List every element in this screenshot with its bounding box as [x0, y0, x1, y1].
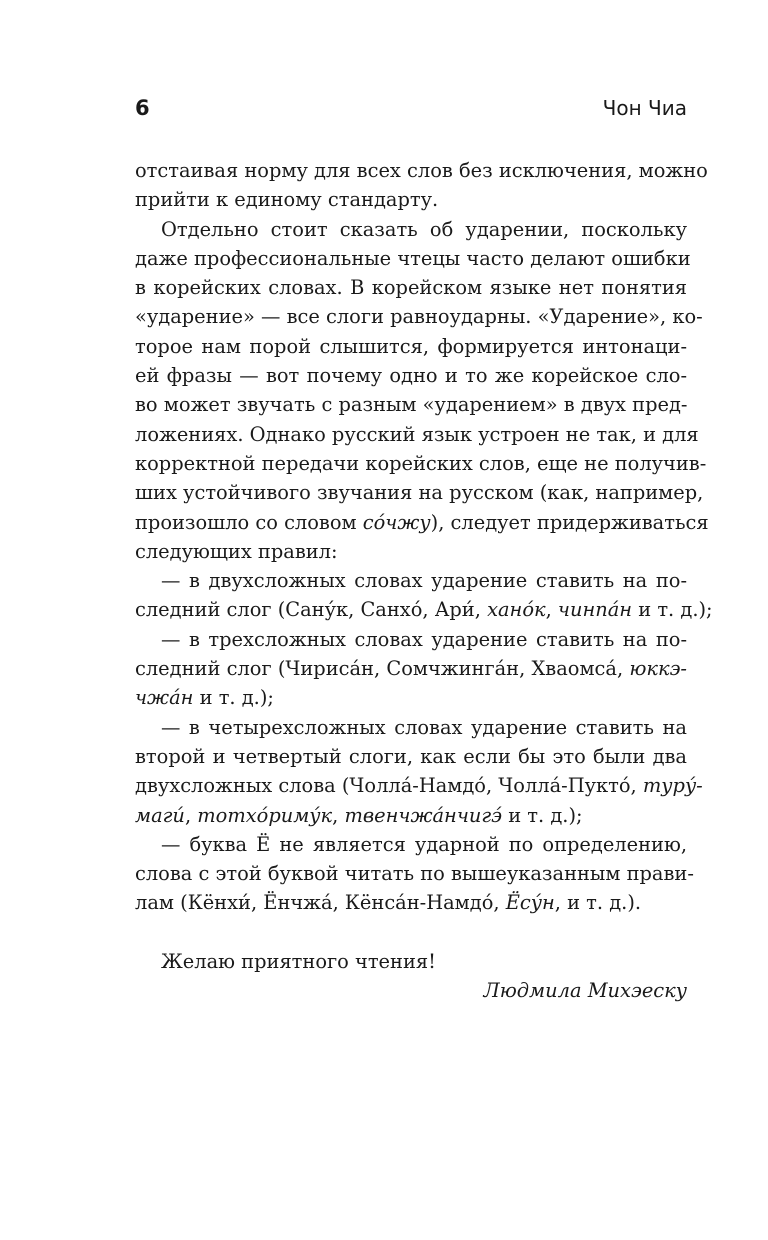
text-line: лам (Кёнхи́, Ёнчжа́, Кёнса́н-Намдо́, Ёсу́н, и т. д.). [135, 891, 642, 915]
page-number: 6 [135, 96, 150, 120]
running-head [135, 96, 687, 126]
text-line: следний слог (Сану́к, Санхо́, Ари́, хано́к, чинпа́н и т. д.); [135, 598, 713, 622]
text-line: ших устойчивого звучания на русском (как, например, [135, 481, 704, 505]
text-line: в корейских словах. В корейском языке нет понятия [135, 276, 687, 300]
text-line: во может звучать с разным «ударением» в двух пред- [135, 393, 688, 417]
text-line: произошло со словом со́чжу), следует придерживаться [135, 510, 709, 534]
text-line: чжа́н и т. д.); [135, 686, 274, 710]
text-line: «ударение» — все слоги равноударны. «Ударение», ко- [135, 305, 703, 329]
body-text [135, 156, 713, 1006]
text-line: даже профессиональные чтецы часто делают ошибки [135, 246, 691, 270]
text-line: ложениях. Однако русский язык устроен не так, и для [135, 422, 699, 446]
rule-item-3: — в четырехсложных словах ударение ставить на [161, 715, 687, 739]
text-line: прийти к единому стандарту. [135, 188, 439, 212]
text-line: торое нам порой слышится, формируется интонаци- [135, 334, 687, 358]
rule-item-4: — буква Ё не является ударной по определению, [161, 832, 687, 856]
text-line: маги́, тотхо́риму́к, твенчжа́нчигэ́ и т. д.); [135, 803, 583, 827]
text-line: следующих правил: [135, 539, 338, 563]
text-line: корректной передачи корейских слов, еще не получив- [135, 451, 707, 475]
text-line: ей фразы — вот почему одно и то же корейское сло- [135, 364, 687, 388]
rule-item-1: — в двухсложных словах ударение ставить на по- [161, 569, 687, 593]
text-line: слова с этой буквой читать по вышеуказанным прави- [135, 862, 694, 886]
closing-line: Желаю приятного чтения! [161, 950, 436, 974]
text-line: второй и четвертый слоги, как если бы это были два [135, 744, 687, 768]
paragraph-gap [135, 918, 687, 947]
running-head-author: Чон Чиа [602, 96, 687, 120]
text-line: Отдельно стоит сказать об ударении, поскольку [161, 217, 687, 241]
signature: Людмила Михэеску [483, 979, 687, 1003]
text-line: следний слог (Чириса́н, Сомчжинга́н, Хваомса́, юккэ- [135, 657, 687, 681]
text-line: двухсложных слова (Чолла́-Намдо́, Чолла́-Пукто́, туру́- [135, 774, 703, 798]
rule-item-2: — в трехсложных словах ударение ставить на по- [161, 627, 687, 651]
text-line: отстаивая норму для всех слов без исключения, можно [135, 159, 708, 182]
